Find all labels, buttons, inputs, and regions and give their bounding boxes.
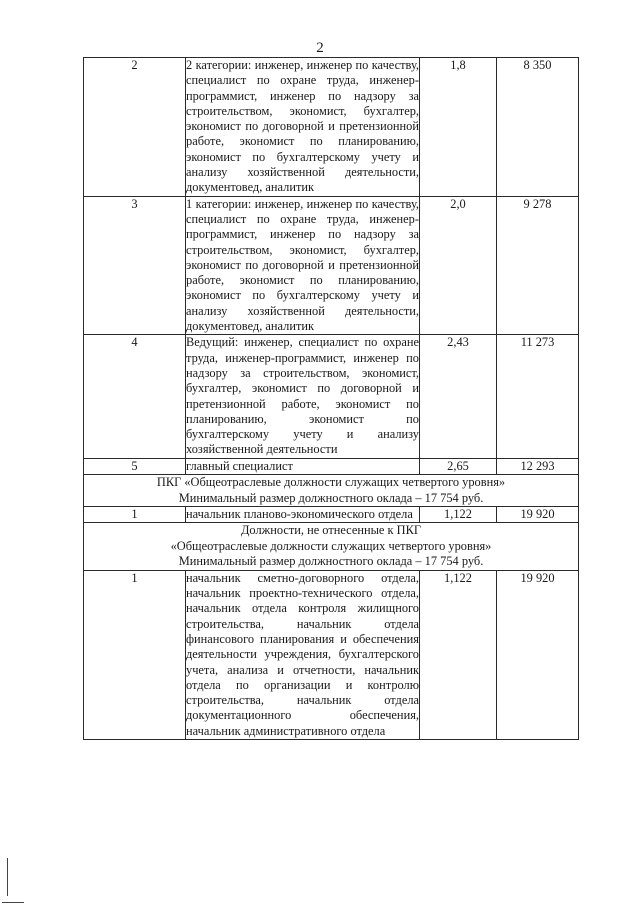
salary: 8 350 <box>497 58 579 197</box>
scan-edge-mark <box>7 858 8 896</box>
coefficient: 1,122 <box>420 507 497 523</box>
row-number: 2 <box>84 58 186 197</box>
table-row <box>84 335 579 458</box>
coefficient: 2,65 <box>420 458 497 474</box>
scan-edge-mark <box>2 902 24 903</box>
page-number: 2 <box>316 40 324 56</box>
table-row <box>84 458 579 474</box>
row-number: 1 <box>84 507 186 523</box>
position-description: 2 категории: инженер, инженер по качеству, специалист по охране труда, инженер-программист, инженер по надзору за строительством, экономист, бухгалтер, экономист по договорной и претензионной работе, экономист по планированию, экономист по бухгалтерскому учету и анализу хозяйственной деятельности, документовед, аналитик <box>186 58 419 195</box>
row-number: 5 <box>84 458 186 474</box>
row-number: 1 <box>84 570 186 739</box>
coefficient: 2,43 <box>420 335 497 458</box>
position-description: главный специалист <box>186 458 420 474</box>
salary-table <box>83 57 579 740</box>
row-number: 4 <box>84 335 186 458</box>
section-pkg4 <box>84 475 579 507</box>
section-min-salary: Минимальный размер должностного оклада – 17 754 руб. <box>178 490 484 505</box>
coefficient: 2,0 <box>420 196 497 335</box>
table-row <box>84 196 579 335</box>
section-title: Должности, не отнесенные к ПКГ <box>240 523 422 538</box>
position-description: начальник планово-экономического отдела <box>186 507 420 523</box>
position-description: 1 категории: инженер, инженер по качеству, специалист по охране труда, инженер-программист, инженер по надзору за строительством, экономист, бухгалтер, экономист по договорной и претензионной работе, экономист по планированию, экономист по бухгалтерскому учету и анализу хозяйственной деятельности, документовед, аналитик <box>186 196 419 334</box>
section-title: ПКГ «Общеотраслевые должности служащих четвертого уровня» <box>156 475 506 490</box>
coefficient: 1,8 <box>420 58 497 197</box>
salary: 9 278 <box>497 196 579 335</box>
table-row <box>84 570 579 739</box>
salary: 19 920 <box>497 507 579 523</box>
section-other <box>84 523 579 571</box>
salary: 12 293 <box>497 458 579 474</box>
section-header <box>84 475 579 507</box>
salary: 11 273 <box>497 335 579 458</box>
table-row <box>84 507 579 523</box>
section-min-salary: Минимальный размер должностного оклада – 17 754 руб. <box>178 554 484 569</box>
table-row <box>84 58 579 197</box>
position-description: начальник сметно-договорного отдела, начальник проектно-технического отдела, начальник отдела контроля жилищного строительства, начальник отдела финансового планирования и обеспечения деятельности учреждения, бухгалтерского учета, анализа и отчетности, начальник отдела по организации и контролю строительства, начальник отдела документационного обеспечения, начальник административного отдела <box>186 570 419 738</box>
section-header <box>84 523 579 571</box>
row-number: 3 <box>84 196 186 335</box>
coefficient: 1,122 <box>420 570 497 739</box>
position-description: Ведущий: инженер, специалист по охране труда, инженер-программист, инженер по надзору за строительством, экономист, бухгалтер, экономист по договорной и претензионной работе, экономист по планированию, экономист по бухгалтерскому учету и анализу хозяйственной деятельности <box>186 335 419 457</box>
salary: 19 920 <box>497 570 579 739</box>
section-subtitle: «Общеотраслевые должности служащих четвертого уровня» <box>170 538 492 553</box>
